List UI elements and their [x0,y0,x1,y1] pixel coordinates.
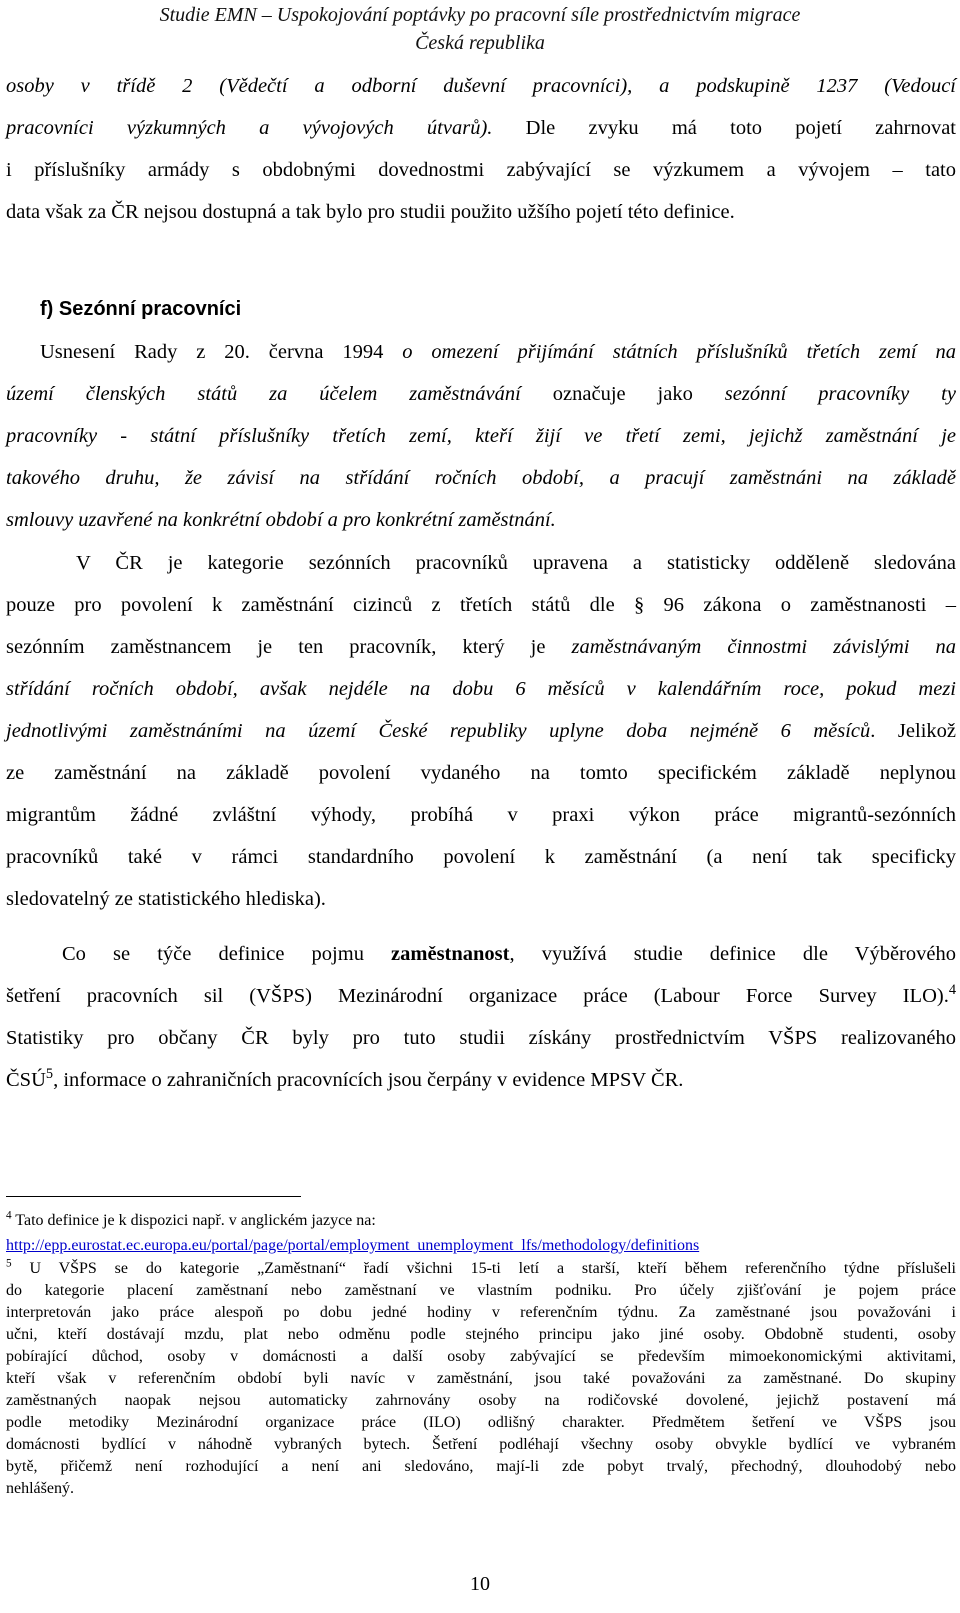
text-line: pouze pro povolení k zaměstnání cizinců z třetích států dle § 96 zákona o zaměstnanosti – [6,594,956,616]
text-line: data však za ČR nejsou dostupná a tak bylo pro studii použito užšího pojetí této definice. [6,201,735,223]
text-line: Statistiky pro občany ČR byly pro tuto studii získány prostřednictvím VŠPS realizovaného [6,1027,956,1049]
text-line: pracovníky - státní příslušníky třetích zemí, kteří žijí ve třetí zemi, jejichž zaměstnání je [6,425,956,447]
text-line: sledovatelný ze statistického hlediska). [6,888,326,910]
footnote-5-line: podle metodiky Mezinárodní organizace práce (ILO) odlišný charakter. Předmětem šetření ve VŠPS jsou [6,1414,956,1431]
footnote-5-line: kteří však v referenčním období byli navíc v zaměstnání, jsou také považováni za zaměstnané. Do skupiny [6,1370,956,1387]
footnote-5-line: bytě, přičemž není rozhodující a není ani sledováno, mají-li zde pobyt trvalý, přechodný, dlouhodobý nebo [6,1458,956,1475]
text-line: V ČR je kategorie sezónních pracovníků upravena a statisticky odděleně sledována [76,552,956,574]
footnote-5-line: učni, kteří dostávají mzdu, plat nebo odměnu podle stejného principu jako jiné osoby. Obdobně studenti, osoby [6,1326,956,1343]
footnote-ref-5[interactable]: 5 [45,1066,54,1083]
footnote-5: $^5$ U VŠPS se do kategorie „Zaměstnaní“ řadí všichni 15-ti letí a starší, kteří během referenčního týdne příslušeli [6,1257,956,1277]
footnote-5-line: pobírající důchod, osoby v domácnosti a další osoby zabývající se především mimoekonomickými aktivitami, [6,1348,956,1365]
footnote-5-line: domácnosti bydlící v náhodně vybraných bytech. Šetření podléhají všechny osoby obvykle bydlící ve vybraném [6,1436,956,1453]
text-line: šetření pracovních sil (VŠPS) Mezinárodní organizace práce (Labour Force Survey ILO).$^4$ [6,982,956,1007]
text-line: ze zaměstnání na základě povolení vydaného na tomto specifickém základě neplynou [6,762,956,784]
footnote-ref-4[interactable]: 4 [948,982,956,999]
text-line: osoby v třídě 2 (Vědečtí a odborní duševní pracovníci), a podskupině 1237 (Vedoucí [6,75,956,97]
text-line: Co se týče definice pojmu zaměstnanost, využívá studie definice dle Výběrového [62,943,956,965]
text-line: území členských států za účelem zaměstnávání označuje jako sezónní pracovníky ty [6,383,956,405]
running-header-title: Studie EMN – Uspokojování poptávky po pracovní síle prostřednictvím migrace [159,4,801,26]
section-heading: f) Sezónní pracovníci [40,298,242,320]
page-number: 10 [470,1573,490,1595]
footnote-5-line: zaměstnaných naopak nejsou automaticky zahrnovány osoby na rodičovské dovolené, jejichž postavení má [6,1392,956,1409]
footnote-5-line: do kategorie placení zaměstnaní nebo zaměstnaní ve vlastním podniku. Pro účely zjišťování je pojem práce [6,1282,956,1299]
text-line: Usnesení Rady z 20. června 1994 o omezení přijímání státních příslušníků třetích zemí na [40,341,956,363]
text-line: ČSÚ$^5$, informace o zahraničních pracovnících jsou čerpány v evidence MPSV ČR. [6,1066,684,1091]
text-line: takového druhu, že závisí na střídání ročních období, a pracují zaměstnáni na základě [6,467,956,489]
text-line: střídání ročních období, avšak nejdéle na dobu 6 měsíců v kalendářním roce, pokud mezi [6,678,956,700]
text-line: i příslušníky armády s obdobnými dovednostmi zabývající se výzkumem a vývojem – tato [6,159,956,181]
text-line: pracovníků také v rámci standardního povolení k zaměstnání (a není tak specificky [6,846,956,868]
footnote-4-link[interactable]: http://epp.eurostat.ec.europa.eu/portal/page/portal/employment_unemployment_lfs/methodology/definitions [6,1237,700,1254]
footnote-separator [6,1196,301,1197]
footnote-5-line: interpretován jako práce alespoň po dobu jedné hodiny v referenčním týdnu. Za zaměstnané jsou považováni i [6,1304,956,1321]
text-line: sezónním zaměstnancem je ten pracovník, který je zaměstnávaným činnostmi závislými na [6,636,956,658]
footnote-5-line: nehlášený. [6,1480,74,1497]
text-line: smlouvy uzavřené na konkrétní období a pro konkrétní zaměstnání. [6,509,556,531]
text-line: jednotlivými zaměstnáními na území České republiky uplyne doba nejméně 6 měsíců. Jelikož [6,720,956,742]
footnote-4: $^4$ Tato definice je k dispozici např. v anglickém jazyce na: [6,1209,376,1229]
running-header-country: Česká republika [415,32,545,54]
text-line: pracovníci výzkumných a vývojových útvarů). Dle zvyku má toto pojetí zahrnovat [6,117,956,139]
text-line: migrantům žádné zvláštní výhody, probíhá v praxi výkon práce migrantů-sezónních [6,804,956,826]
